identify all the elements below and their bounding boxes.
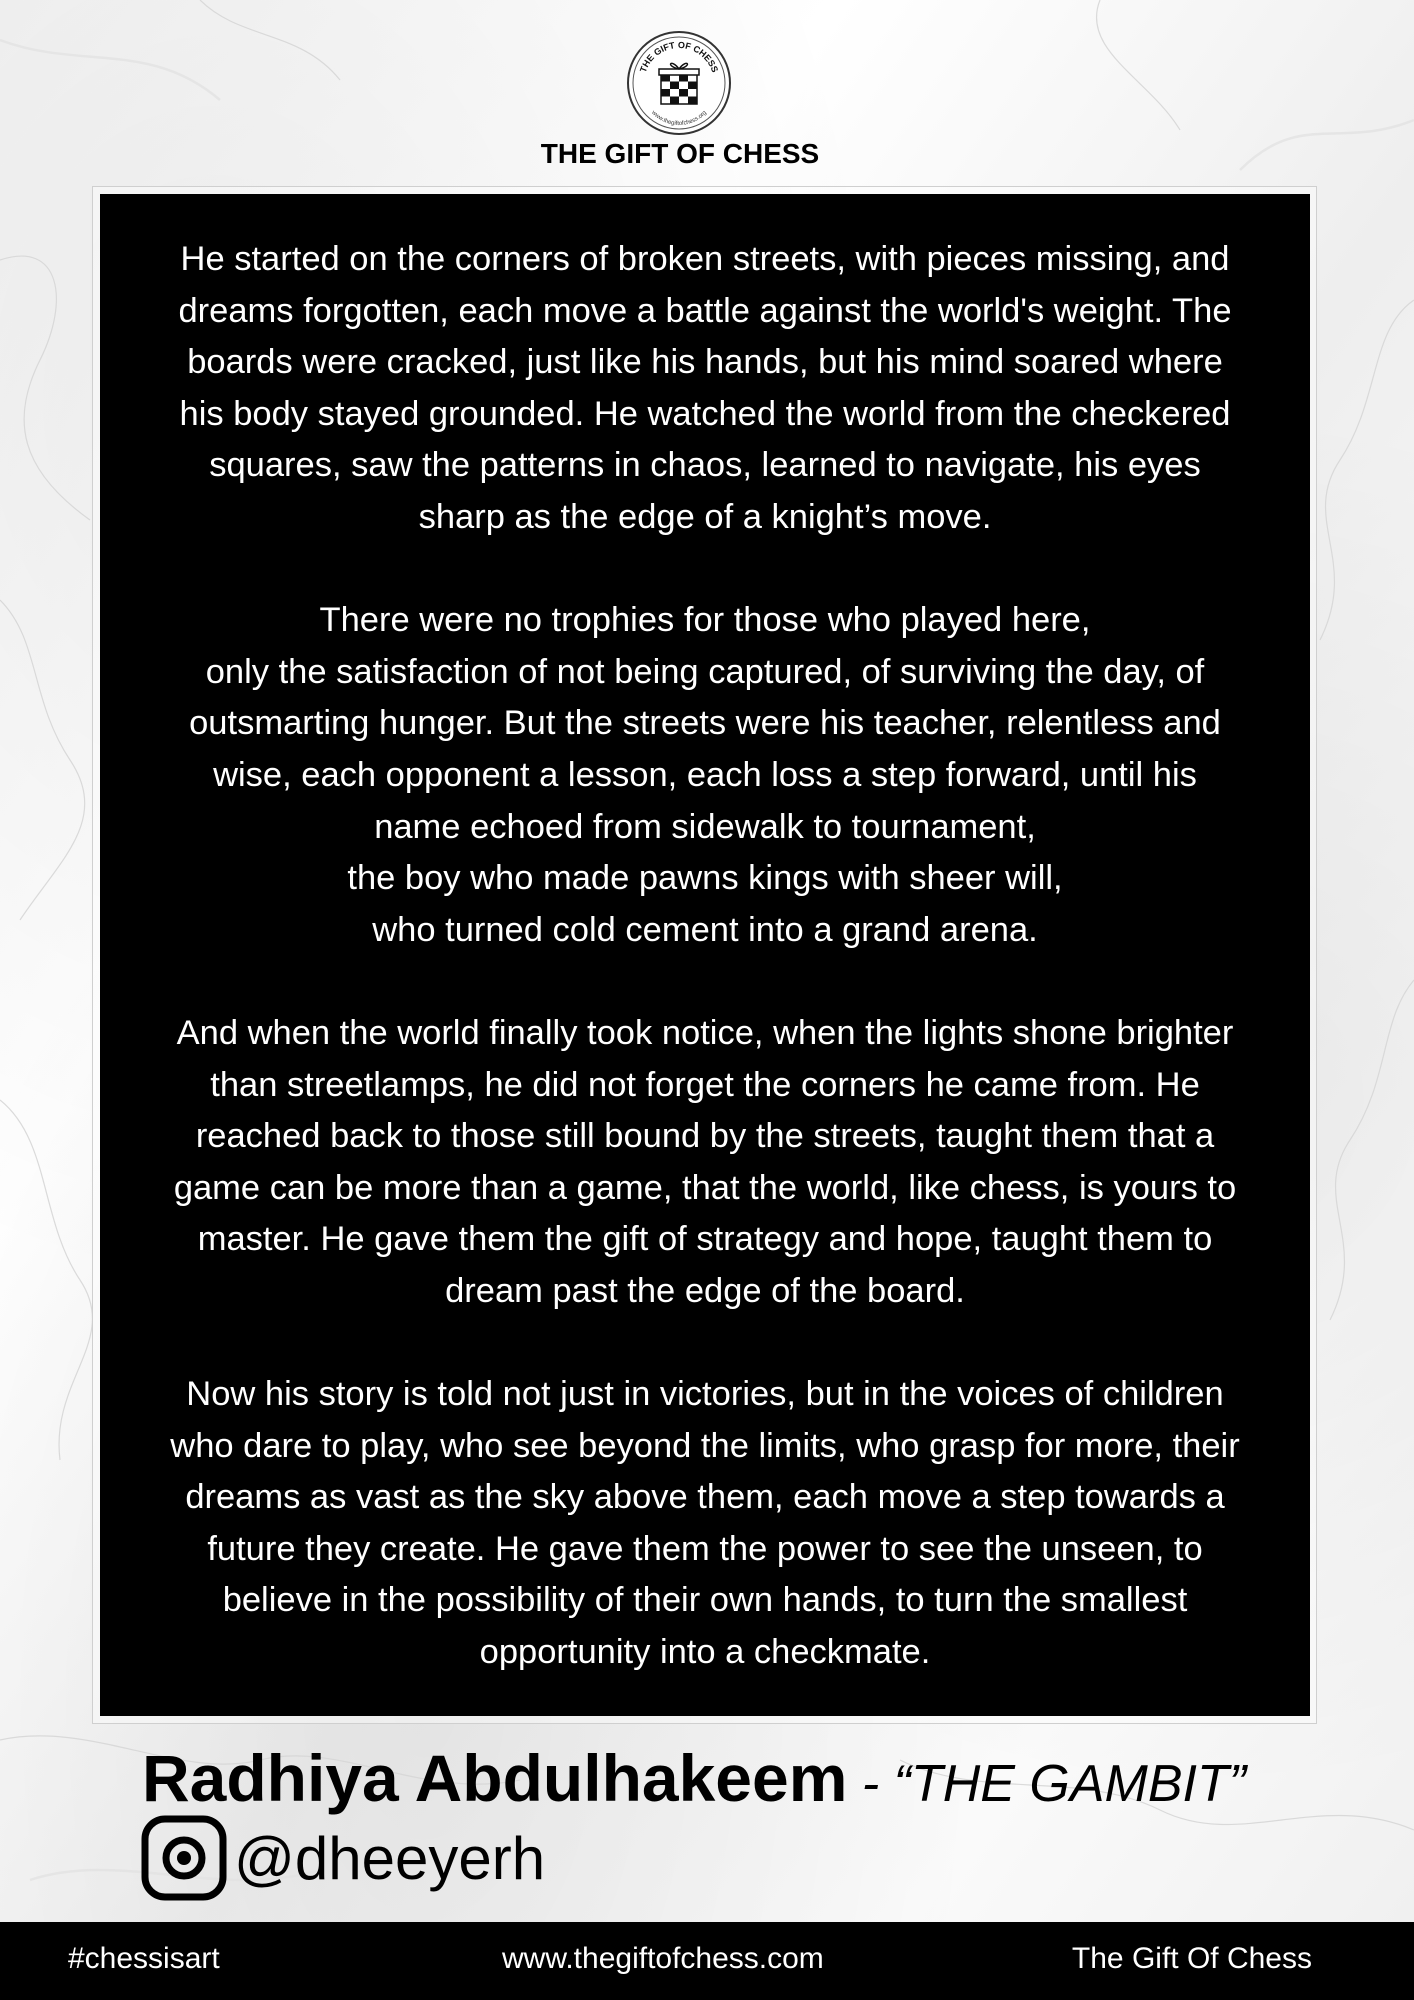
poem-line: There were no trophies for those who played here, [319,601,1091,640]
poem-line: wise, each opponent a lesson, each loss a step forward, until his [213,755,1197,794]
poem-line: master. He gave them the gift of strategy and hope, taught them to [197,1220,1213,1259]
work-title: - “THE GAMBIT” [861,1755,1247,1813]
author-credit [142,1740,1246,1816]
author-name: Radhiya Abdulhakeem [142,1741,848,1815]
poem-paragraph [110,1369,1300,1679]
poem-line: sharp as the edge of a knight’s move. [418,497,992,536]
brand-title: THE GIFT OF CHESS [540,138,820,169]
poem-line: opportunity into a checkmate. [479,1633,931,1672]
poem-line: squares, saw the patterns in chaos, learned to navigate, his eyes [209,446,1201,485]
poem-line: dreams as vast as the sky above them, each move a step towards a [185,1478,1225,1517]
poem-line: future they create. He gave them the power to see the unseen, to [207,1529,1203,1568]
instagram-handle[interactable]: @dheeyerh [234,1824,546,1892]
footer-hashtag: #chessisart [68,1942,220,1975]
instagram-icon [140,1814,228,1902]
social-handle-row[interactable] [140,1814,545,1902]
poem-line: reached back to those still bound by the streets, taught them that a [195,1117,1215,1156]
poem-line: the boy who made pawns kings with sheer will, [347,859,1063,898]
poem-line: game can be more than a game, that the world, like chess, is yours to [173,1168,1237,1207]
poem-line: dream past the edge of the board. [445,1271,965,1310]
poem-line: who dare to play, who see beyond the limits, who grasp for more, their [170,1426,1240,1465]
poem-line: than streetlamps, he did not forget the corners he came from. He [210,1065,1200,1104]
poem-line: name echoed from sidewalk to tournament, [374,807,1036,846]
svg-text:www.thegiftofchess.org: www.thegiftofchess.org [650,109,708,128]
poem-line: boards were cracked, just like his hands, but his mind soared where [187,343,1223,382]
poem-paragraph [110,234,1300,544]
poem-paragraph [110,595,1300,956]
poem-line: Now his story is told not just in victories, but in the voices of children [186,1375,1224,1414]
poem-paragraph [110,1008,1300,1318]
poem-line: believe in the possibility of their own hands, to turn the smallest [222,1581,1188,1620]
footer-website-link[interactable]: www.thegiftofchess.com [502,1942,824,1975]
poem-line: his body stayed grounded. He watched the world from the checkered [179,394,1231,433]
footer-bar [0,1922,1414,2000]
the-gift-of-chess-logo [626,30,732,136]
svg-text:THE GIFT OF CHESS: THE GIFT OF CHESS [637,39,721,74]
poem-line: who turned cold cement into a grand arena. [372,910,1038,949]
poem-line: outsmarting hunger. But the streets were his teacher, relentless and [189,704,1221,743]
poem-line: He started on the corners of broken streets, with pieces missing, and [180,240,1230,278]
poem-line: And when the world finally took notice, when the lights shone brighter [176,1013,1234,1052]
poem-line: dreams forgotten, each move a battle against the world's weight. The [178,291,1232,330]
poem-line: only the satisfaction of not being captured, of surviving the day, of [205,652,1205,691]
poem-panel [100,194,1310,1716]
footer-brand: The Gift Of Chess [1071,1942,1312,1975]
